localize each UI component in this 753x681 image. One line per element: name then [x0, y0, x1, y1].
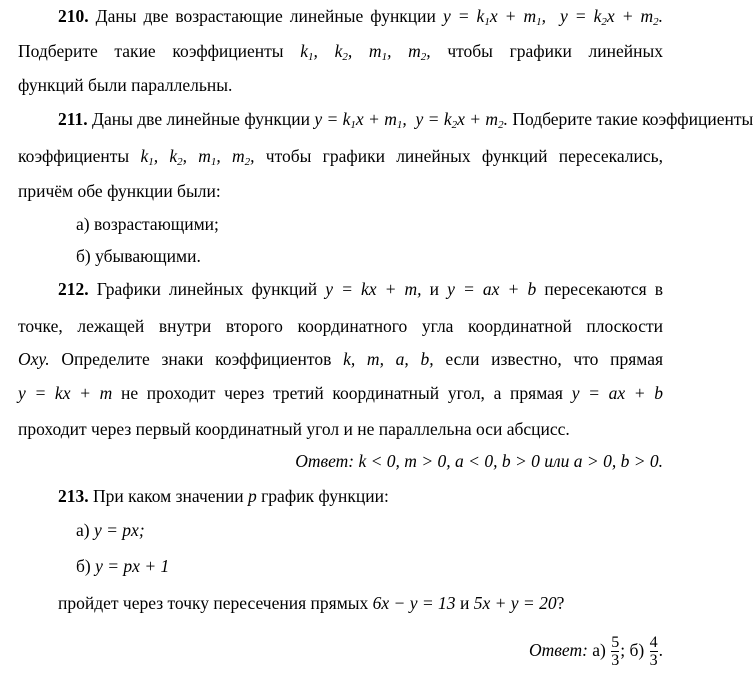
- list-item: б) убывающими.: [76, 246, 201, 266]
- answer-value: k < 0, m > 0, a < 0, b > 0 или a > 0, b > 0.: [358, 451, 663, 471]
- problem-number: 213.: [58, 486, 89, 506]
- problem-211-line-3: причём обе функции были:: [18, 181, 221, 201]
- problem-number: 210.: [58, 6, 89, 26]
- problem-212-line-5: проходит через первый координатный угол и не параллельна оси абсцисс.: [18, 419, 570, 439]
- answer: Ответ: а) $\frac{5}{3}$ ; б) $\frac{4}{3}$ .: [529, 634, 663, 670]
- fraction: $\frac{5}{3}$: [611, 634, 620, 670]
- list-item: а) возрастающими;: [76, 214, 219, 234]
- formula: $k_1$, $k_2$, $m_1$, $m_2$,: [300, 41, 431, 63]
- problem-211-line-1: 211. Даны две линейные функции $y = k_1x + m_1$, $y = k_2x + m_2$. Подберите такие коэффициенты: [58, 109, 753, 131]
- problem-210-line-3: функций были параллельны.: [18, 75, 233, 95]
- list-item: б) y = px + 1: [76, 556, 170, 576]
- problem-212-line-1: 212. Графики линейных функций y = kx + m, и y = ax + b пересекаются в: [58, 279, 664, 299]
- problem-212-line-3: Oxy. Определите знаки коэффициентов k, m, a, b, если известно, что прямая: [18, 349, 664, 369]
- problem-number: 212.: [58, 279, 89, 299]
- problem-213-line-2: пройдет через точку пересечения прямых 6x − y = 13 и 5x + y = 20?: [58, 593, 565, 613]
- problem-213-line-1: 213. При каком значении p график функции:: [58, 486, 389, 506]
- problem-number: 211.: [58, 109, 88, 129]
- list-item: а) y = px;: [76, 520, 145, 540]
- formula: $k_1$, $k_2$, $m_1$, $m_2$,: [140, 146, 255, 168]
- answer: [18, 450, 663, 472]
- problem-212-line-4: y = kx + m не проходит через третий координатный угол, а прямая y = ax + b: [18, 383, 664, 403]
- formula: $y = k_1x + m_1$, $y = k_2x + m_2$.: [314, 109, 508, 131]
- problem-210-line-2: Подберите такие коэффициенты $k_1$, $k_2$, $m_1$, $m_2$, чтобы графики линейных: [18, 41, 664, 63]
- fraction: $\frac{4}{3}$: [649, 634, 658, 670]
- problem-210-line-1: 210. Даны две возрастающие линейные функции $y = k_1x + m_1$, $y = k_2x + m_2$.: [58, 6, 664, 28]
- formula: $y = k_1x + m_1$, $y = k_2x + m_2$.: [442, 6, 664, 28]
- answer-label: Ответ:: [529, 640, 588, 660]
- problem-212-line-2: точке, лежащей внутри второго координатного угла координатной плоскости: [18, 316, 663, 336]
- answer-label: Ответ:: [295, 451, 355, 471]
- problem-211-line-2: коэффициенты $k_1$, $k_2$, $m_1$, $m_2$, чтобы графики линейных функций пересекались,: [18, 146, 663, 168]
